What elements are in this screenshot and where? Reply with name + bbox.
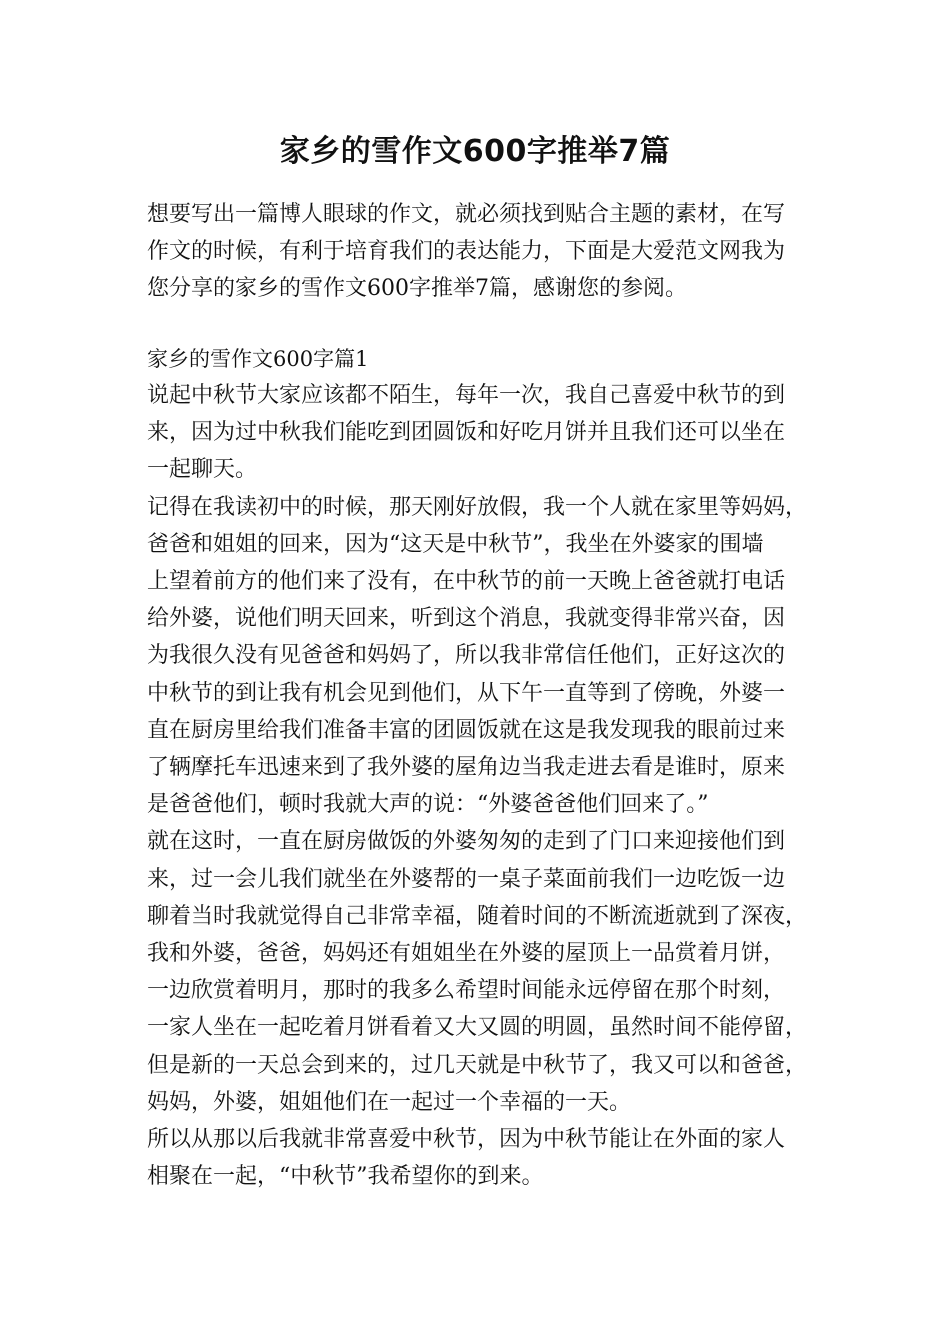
body-line: 一家人坐在一起吃着月饼看着又大又圆的明圆，虽然时间不能停留， (147, 1015, 808, 1041)
body-line: 中秋节的到让我有机会见到他们，从下午一直等到了傍晚，外婆一 (147, 680, 786, 706)
intro-line: 您分享的家乡的雪作文600字推举7篇，感谢您的参阅。 (147, 276, 687, 301)
body-line: 妈妈，外婆，姐姐他们在一起过一个幸福的一天。 (147, 1089, 632, 1115)
body-line: 一起聊天。 (147, 457, 258, 483)
body-line: 就在这时，一直在厨房做饭的外婆匆匆的走到了门口来迎接他们到 (147, 829, 786, 855)
body-line: 爸爸和姐姐的回来，因为“这天是中秋节”，我坐在外婆家的围墙 (147, 531, 764, 557)
body-line: 说起中秋节大家应该都不陌生，每年一次，我自己喜爱中秋节的到 (147, 383, 786, 408)
body-line: 上望着前方的他们来了没有，在中秋节的前一天晚上爸爸就打电话 (147, 569, 786, 595)
body-line: 是爸爸他们，顿时我就大声的说：“外婆爸爸他们回来了。” (147, 792, 709, 818)
body-line: 相聚在一起，“中秋节”我希望你的到来。 (147, 1164, 544, 1190)
body-line: 记得在我读初中的时候，那天刚好放假，我一个人就在家里等妈妈， (147, 494, 808, 520)
intro-line: 作文的时候，有利于培育我们的表达能力，下面是大爱范文网我为 (147, 239, 786, 264)
body-line: 了辆摩托车迅速来到了我外婆的屋角边当我走进去看是谁时，原来 (147, 755, 786, 781)
body-line: 来，过一会儿我们就坐在外婆帮的一桌子菜面前我们一边吃饭一边 (147, 866, 786, 892)
body-line: 来，因为过中秋我们能吃到团圆饭和好吃月饼并且我们还可以坐在 (147, 420, 786, 446)
body-line: 给外婆，说他们明天回来，听到这个消息，我就变得非常兴奋，因 (147, 606, 786, 632)
body-line: 但是新的一天总会到来的，过几天就是中秋节了，我又可以和爸爸， (147, 1052, 808, 1078)
body-line: 我和外婆，爸爸，妈妈还有姐姐坐在外婆的屋顶上一品赏着月饼， (147, 941, 786, 967)
body-line: 直在厨房里给我们准备丰富的团圆饭就在这是我发现我的眼前过来 (147, 717, 786, 743)
body-line: 一边欣赏着明月，那时的我多么希望时间能永远停留在那个时刻， (147, 978, 786, 1004)
body-line: 聊着当时我就觉得自己非常幸福，随着时间的不断流逝就到了深夜， (147, 903, 808, 929)
body-line: 所以从那以后我就非常喜爱中秋节，因为中秋节能让在外面的家人 (147, 1127, 786, 1153)
body-line: 为我很久没有见爸爸和妈妈了，所以我非常信任他们，正好这次的 (147, 643, 786, 669)
intro-line: 想要写出一篇博人眼球的作文，就必须找到贴合主题的素材，在写 (147, 202, 786, 227)
intro-paragraph (147, 196, 827, 307)
essay-body (147, 377, 837, 1195)
document-title: 家乡的雪作文600字推举7篇 (279, 134, 671, 169)
section-heading: 家乡的雪作文600字篇1 (147, 347, 369, 371)
